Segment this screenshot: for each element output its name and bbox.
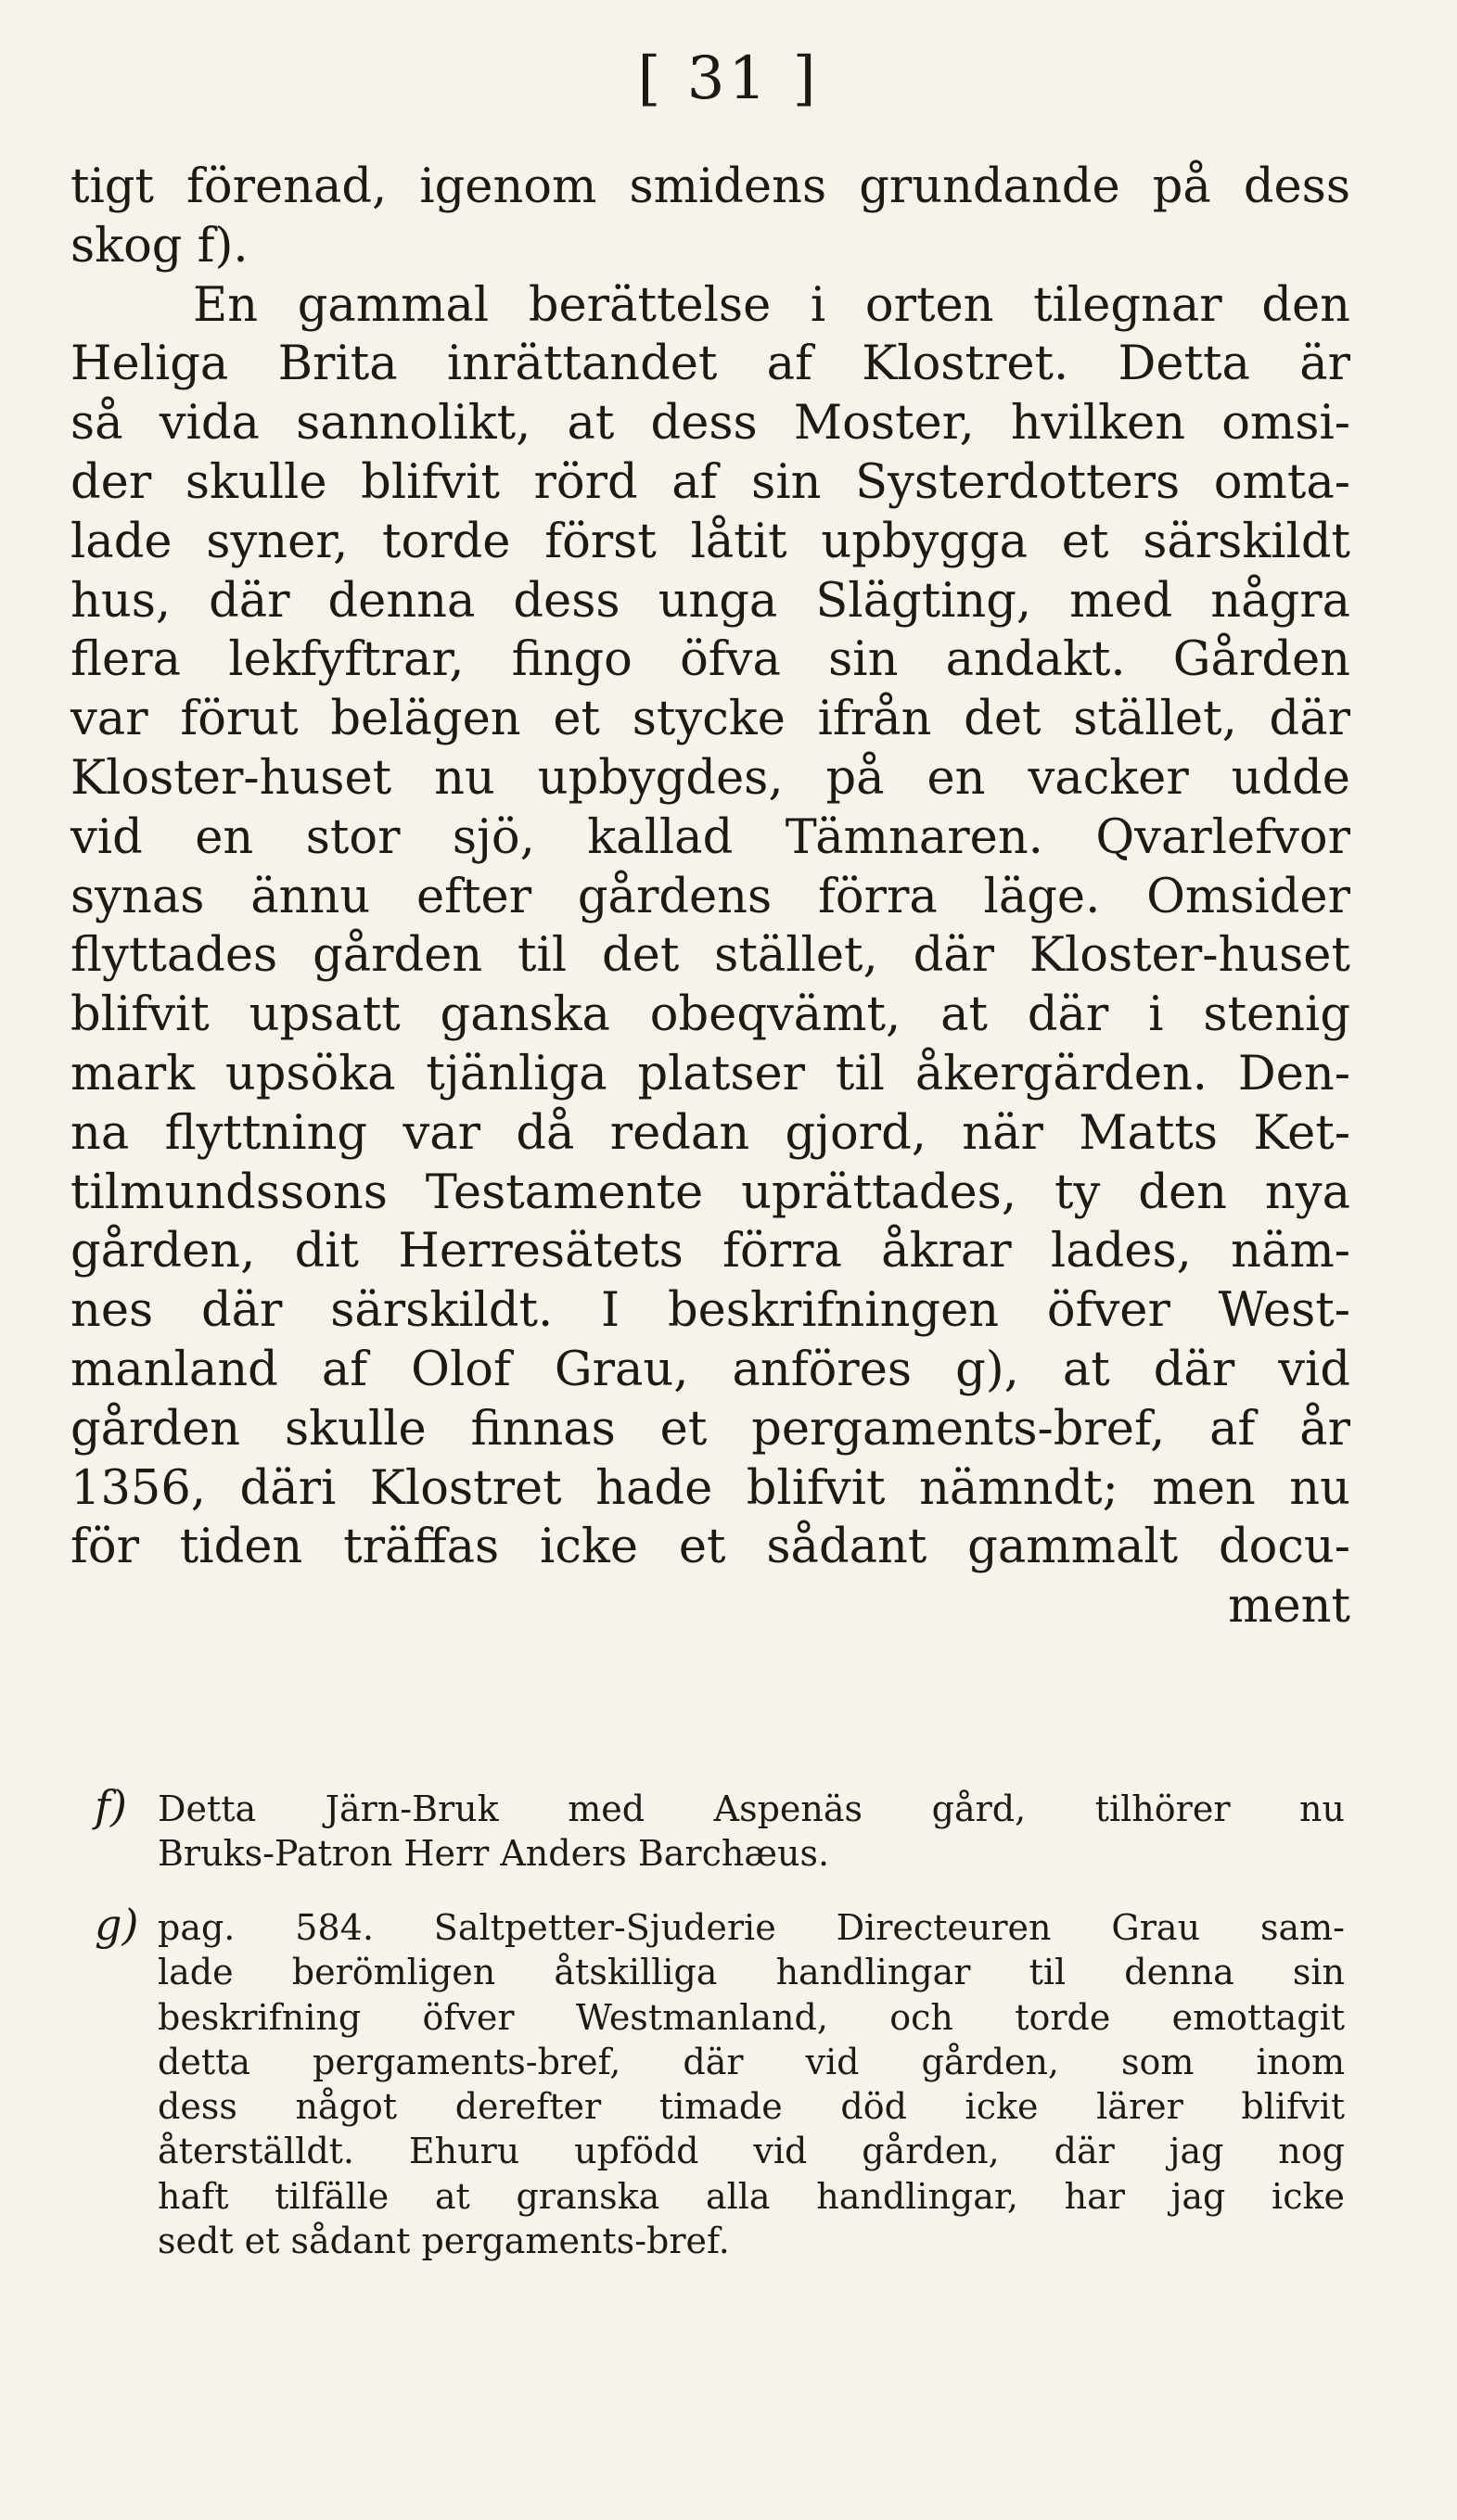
text-line: na flyttning var då redan gjord, när Matts Ket- bbox=[70, 1105, 1350, 1161]
text-line: gården, dit Herresätets förra åkrar lades, näm- bbox=[70, 1224, 1350, 1279]
text-line: synas ännu efter gårdens förra läge. Omsider bbox=[70, 869, 1350, 924]
footnote-f bbox=[95, 1781, 1345, 1877]
footnote-line: detta pergaments-bref, där vid gården, som inom bbox=[158, 2041, 1345, 2082]
text-line: Heliga Brita inrättandet af Klostret. Detta är bbox=[70, 337, 1350, 392]
footnote-g bbox=[95, 1900, 1345, 2263]
text-line: tilmundssons Testamente uprättades, ty den nya bbox=[70, 1165, 1350, 1220]
text-line: blifvit upsatt ganska obeqvämt, at där i stenig bbox=[70, 987, 1350, 1043]
text-line: nes där särskildt. I beskrifningen öfver West- bbox=[70, 1283, 1350, 1339]
footnote-text: pag. 584. Saltpetter-Sjuderie Directeuren Grau sam- bbox=[158, 1907, 1345, 1948]
text-line: manland af Olof Grau, anföres g), at där vid bbox=[70, 1342, 1350, 1397]
text-line: för tiden träffas icke et sådant gammalt docu- bbox=[70, 1520, 1350, 1575]
footnote-line: sedt et sådant pergaments-bref. bbox=[158, 2221, 730, 2262]
page-number: [ 31 ] bbox=[637, 45, 820, 113]
text-line: skog f). bbox=[70, 218, 249, 274]
footnote-line: haft tilfälle at granska alla handlingar, har jag icke bbox=[158, 2175, 1345, 2217]
main-text bbox=[70, 158, 1350, 1636]
footnote-text: Detta Järn-Bruk med Aspenäs gård, tilhörer nu bbox=[158, 1788, 1345, 1829]
text-line: hus, där denna dess unga Slägting, med några bbox=[70, 573, 1350, 629]
footnote-line: lade berömligen åtskilliga handlingar til denna sin bbox=[158, 1952, 1345, 1993]
text-line: gården skulle finnas et pergaments-bref, af år bbox=[70, 1401, 1350, 1457]
text-line: En gammal berättelse i orten tilegnar den bbox=[193, 277, 1350, 333]
text-line: så vida sannolikt, at dess Moster, hvilken omsi- bbox=[70, 396, 1350, 452]
text-line: 1356, däri Klostret hade blifvit nämndt; men nu bbox=[70, 1460, 1350, 1516]
footnote-line: dess något derefter timade död icke lärer blifvit bbox=[158, 2086, 1345, 2128]
footnote-line bbox=[95, 1900, 1345, 1950]
text-line: Kloster-huset nu upbygdes, på en vacker udde bbox=[70, 750, 1350, 806]
footnote-line bbox=[95, 1781, 1345, 1831]
catchword: ment bbox=[1228, 1579, 1350, 1635]
text-line: flyttades gården til det stället, där Kloster-huset bbox=[70, 928, 1350, 984]
footnote-line: Bruks-Patron Herr Anders Barchæus. bbox=[158, 1833, 830, 1875]
footnote-line: beskrifning öfver Westmanland, och torde emottagit bbox=[158, 1996, 1345, 2038]
text-line: tigt förenad, igenom smidens grundande på dess bbox=[70, 159, 1350, 214]
text-line: lade syner, torde först låtit upbygga et särskildt bbox=[70, 514, 1350, 569]
text-line: var förut belägen et stycke ifrån det stället, där bbox=[70, 692, 1350, 747]
footnote-line: återställdt. Ehuru upfödd vid gården, där jag nog bbox=[158, 2131, 1345, 2172]
text-line: mark upsöka tjänliga platser til åkergärden. Den- bbox=[70, 1046, 1350, 1101]
text-line: flera lekfyftrar, fingo öfva sin andakt. Gården bbox=[70, 632, 1350, 688]
footnote-mark: f) bbox=[95, 1781, 127, 1831]
text-line: der skulle blifvit rörd af sin Systerdotters omta- bbox=[70, 454, 1350, 510]
text-line: vid en stor sjö, kallad Tämnaren. Qvarlefvor bbox=[70, 809, 1350, 865]
footnote-mark: g) bbox=[95, 1900, 139, 1950]
